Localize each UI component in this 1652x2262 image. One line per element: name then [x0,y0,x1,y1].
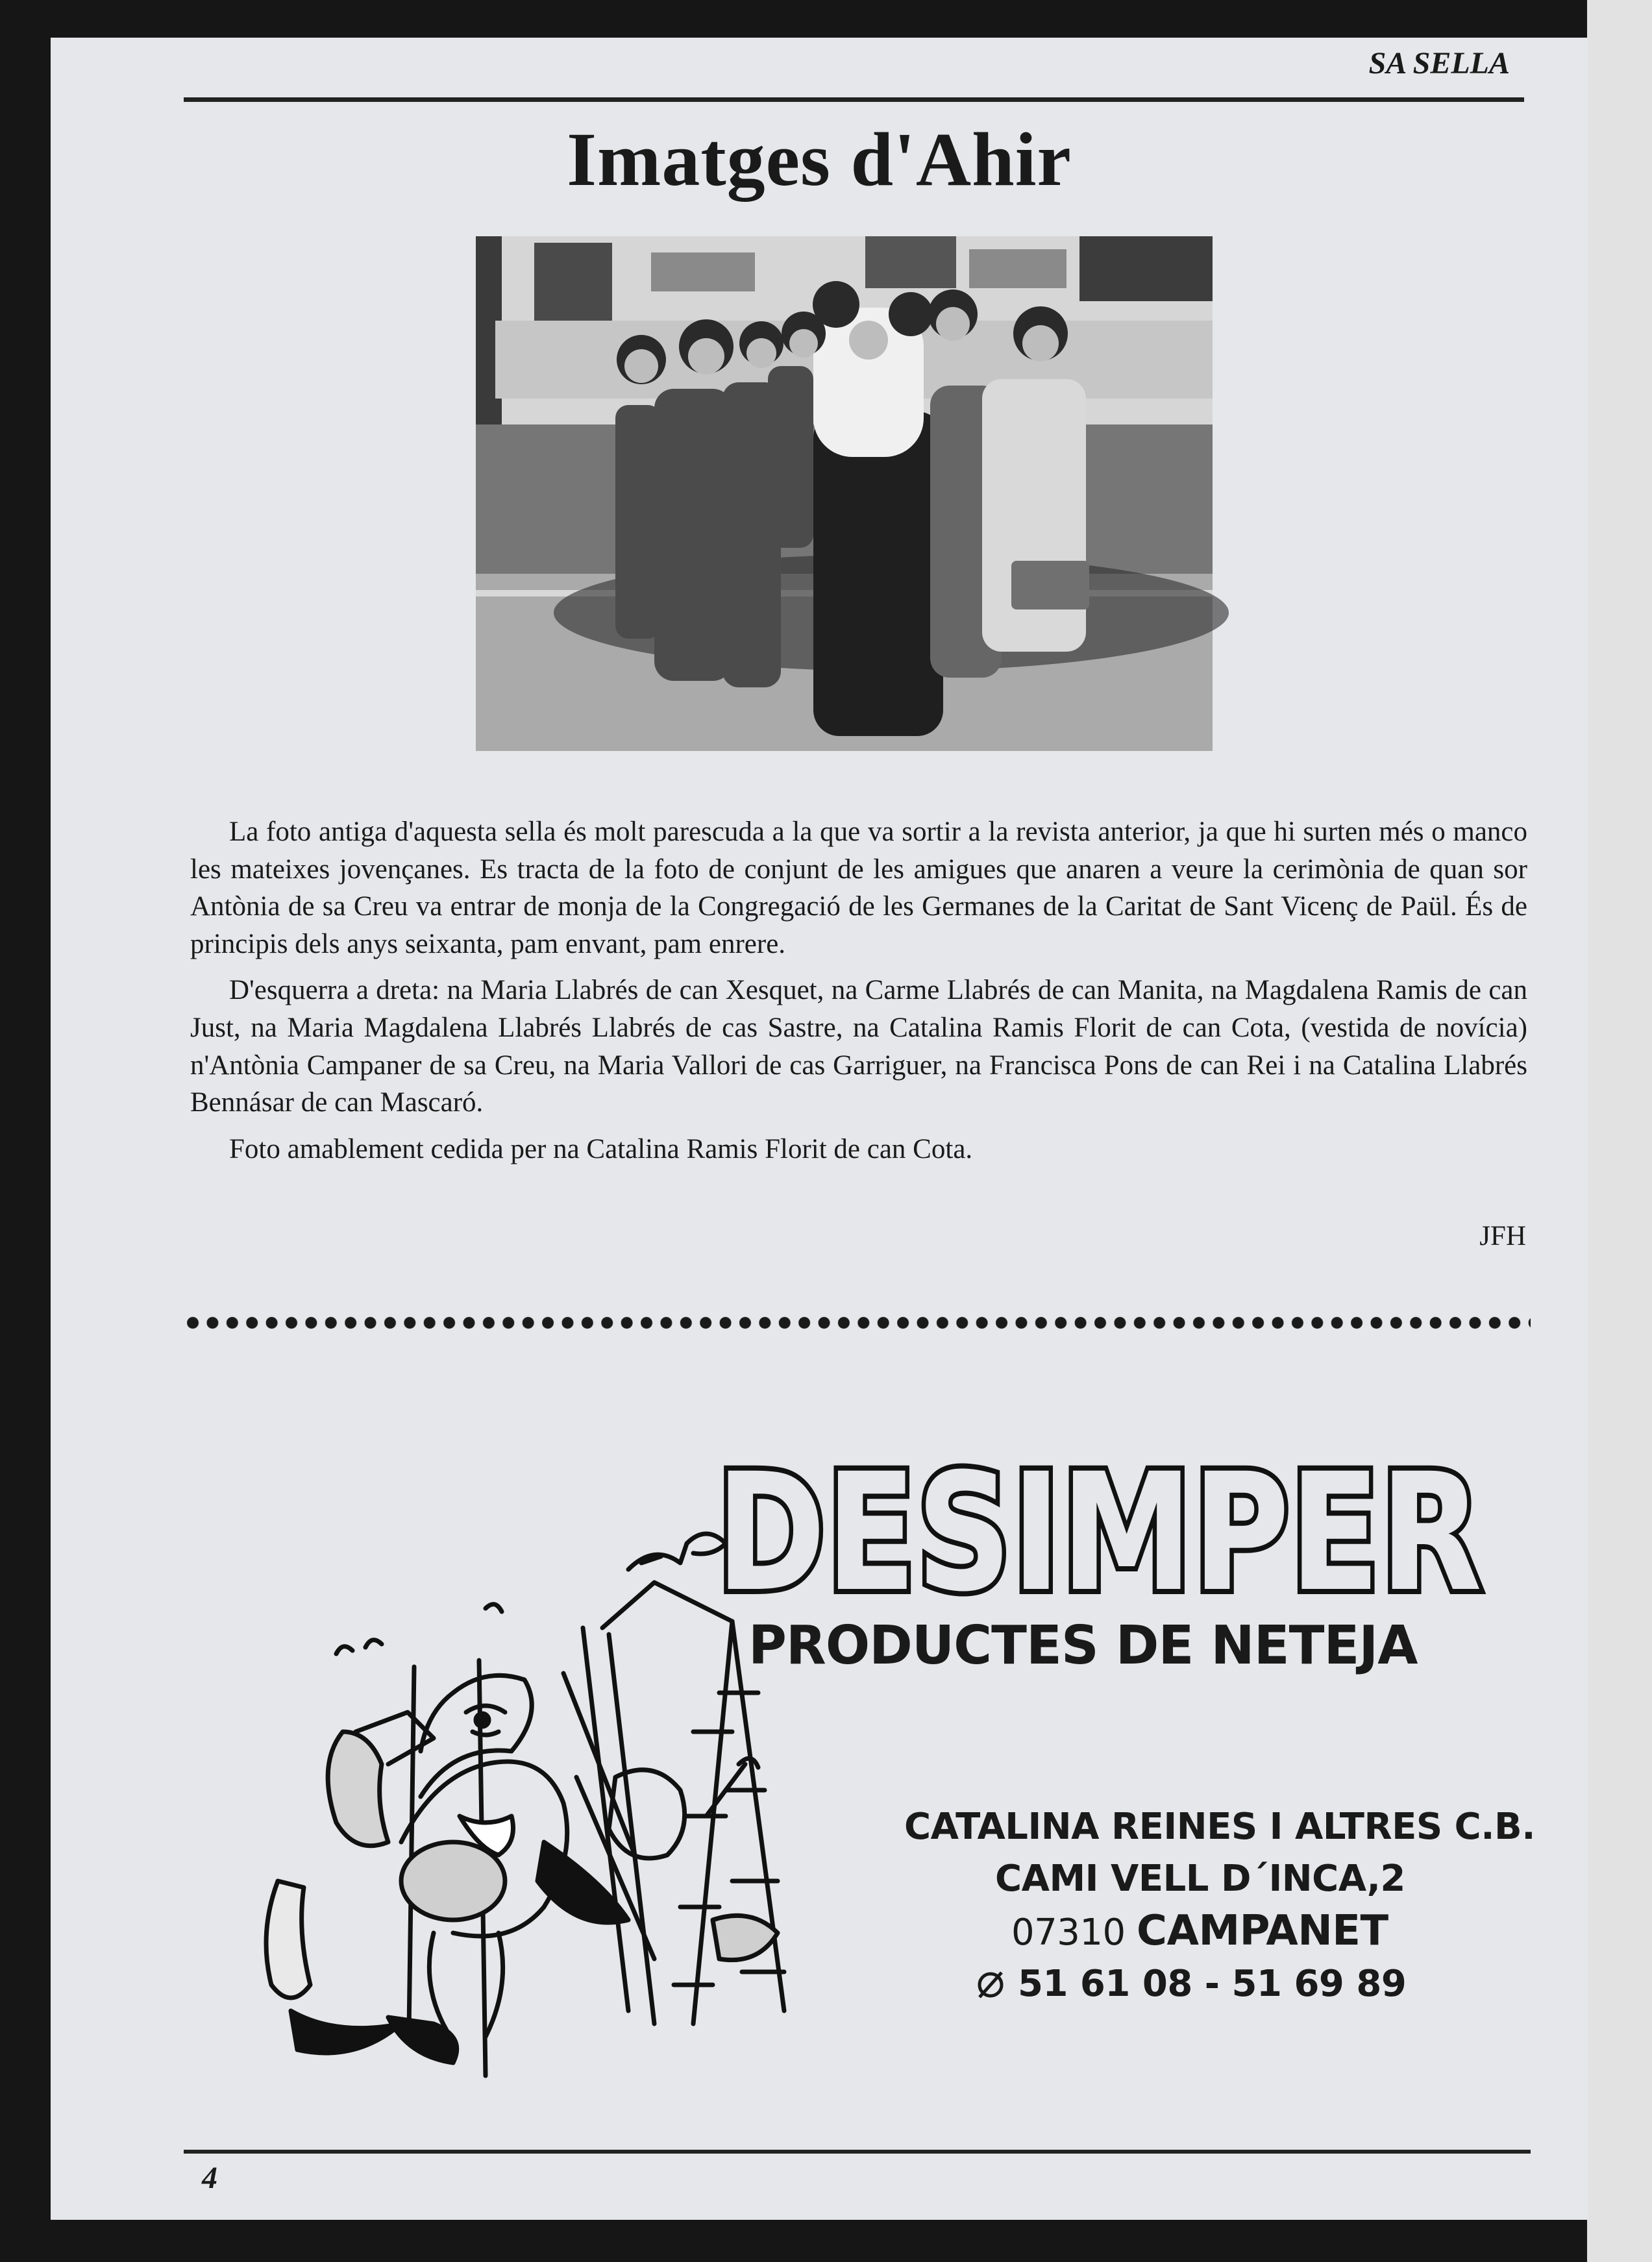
advert-company: CATALINA REINES I ALTRES C.B. [904,1806,1535,1848]
footer-rule [184,2150,1531,2154]
author-initials: JFH [1479,1221,1526,1251]
advert-subtitle: PRODUCTES DE NETEJA [748,1615,1418,1677]
article-body [190,813,1527,1177]
magazine-page [51,38,1588,2220]
publication-name: SA SELLA [1368,46,1510,80]
header-rule [184,97,1524,102]
cleaner-cartoon-illustration [239,1518,862,2076]
article-title: Imatges d'Ahir [567,117,1072,202]
article-paragraph: D'esquerra a dreta: na Maria Llabrés de can Xesquet, na Carme Llabrés de can Manita, na Magdalena Ramis de can Just, na Maria Magdalena Llabrés Llabrés de cas Sastre, na Catalina Ramis Florit de can Cota, (vestida de novícia) n'Antònia Campaner de sa Creu, na Maria Vallori de cas Garriguer, na Francisca Pons de can Rei i na Catalina Llabrés Bennásar de can Mascaró. [190,975,1527,1118]
advert-postal-code: 07310 [1011,1912,1126,1954]
advert-phone-numbers: 51 61 08 - 51 69 89 [1018,1963,1407,2005]
next-page-edge [1587,0,1652,2262]
article-paragraph: La foto antiga d'aquesta sella és molt parescuda a la que va sortir a la revista anterior, ja que hi surten més o manco les mateixes jovençanes. Es tracta de la foto de conjunt de les amigues que anaren a veure la cerimònia de quan sor Antònia de sa Creu va entrar de monja de la Congregació de les Germanes de la Caritat de Sant Vicenç de Paül. És de principis dels anys seixanta, pam envant, pam enrere. [190,817,1527,959]
phone-icon [976,1963,1018,2005]
historic-group-photo [476,236,1213,751]
advert-postal-line [1011,1907,1388,1955]
dotted-divider [187,1316,1531,1336]
advert-city: CAMPANET [1136,1907,1388,1955]
advert-street: CAMI VELL D´INCA,2 [995,1858,1405,1900]
page-number: 4 [202,2161,217,2195]
article-paragraph: Foto amablement cedida per na Catalina Ramis Florit de can Cota. [229,1133,973,1164]
advert-brand-name: DESIMPER [716,1438,1482,1627]
advert-phone-line [976,1963,1406,2005]
